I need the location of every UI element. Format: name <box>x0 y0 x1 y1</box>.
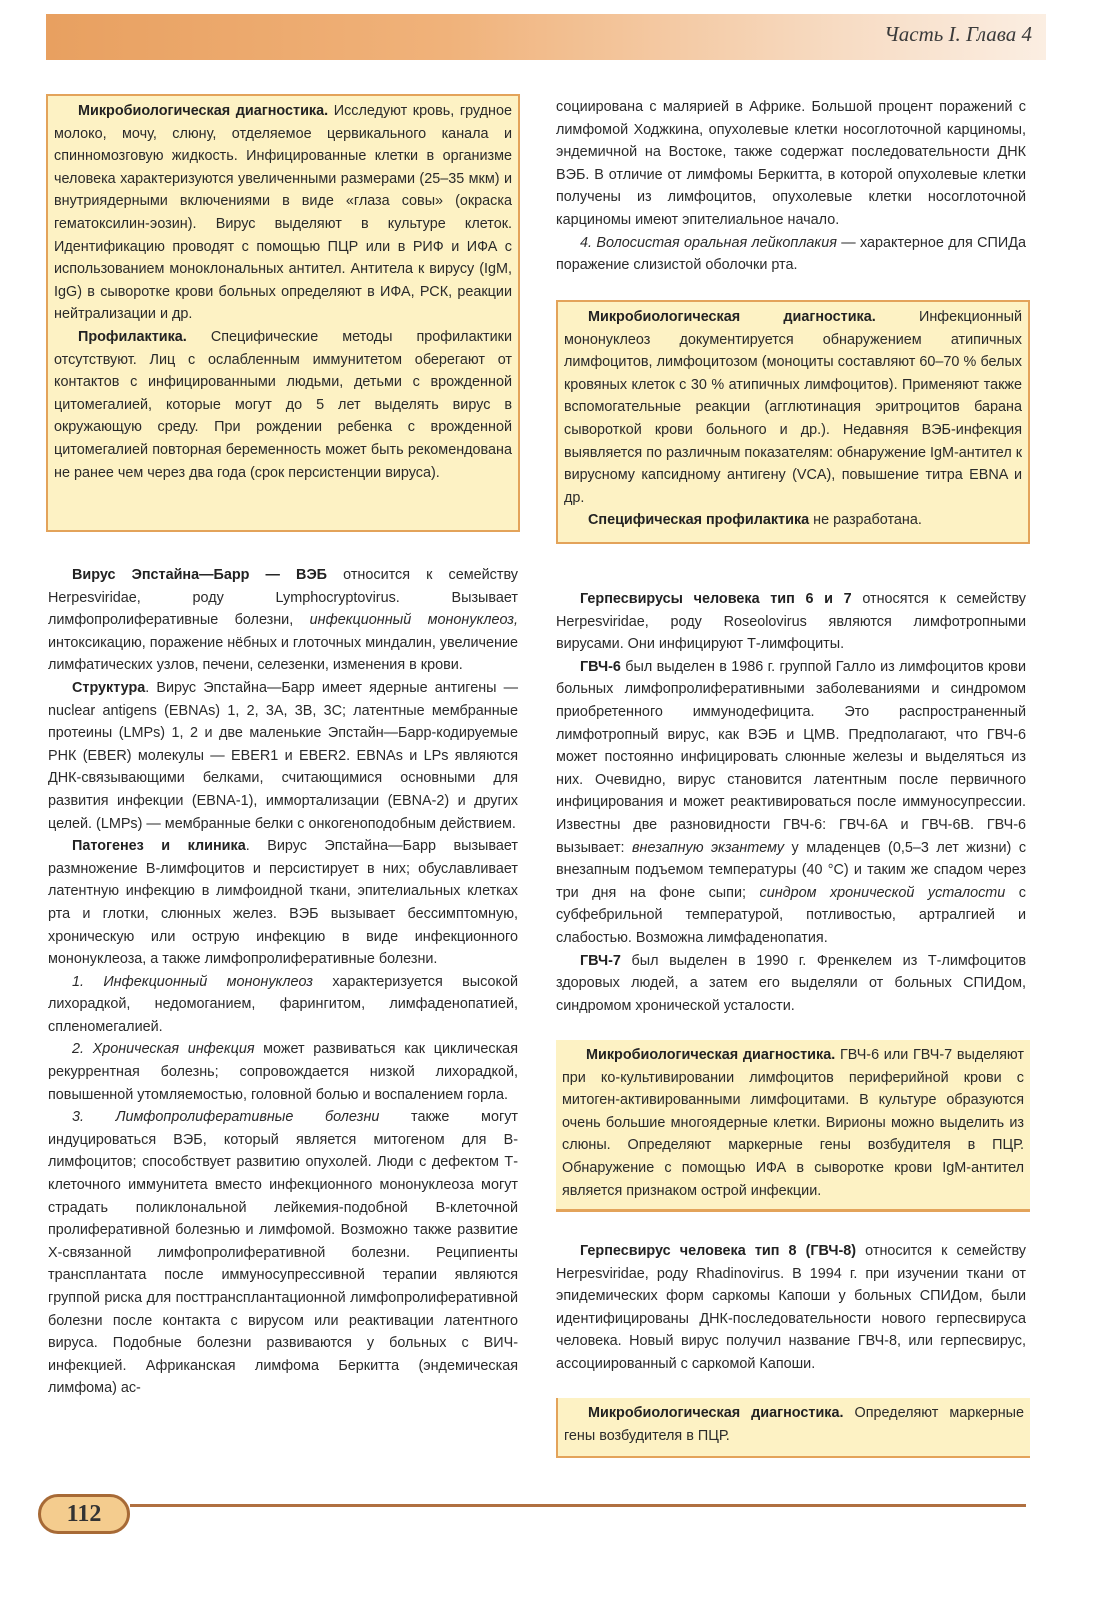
paragraph: 2. Хроническая инфекция может развиваться как циклическая рекуррентная болезнь; сопровождается низкой лихорадкой, повышенной утомляемостью, головной болью и воспалением горла. <box>48 1041 518 1103</box>
paragraph: Вирус Эпстайна—Барр — ВЭБ относится к семейству Herpesviridae, роду Lymphocryptovirus. Вызывает лимфопролиферативные болезни, инфекционный мононуклеоз, интоксикацию, поражение нёбных и глоточных миндалин, увеличение лимфатических узлов, печени, селезенки, изменения в крови. <box>48 567 518 674</box>
paragraph: Профилактика. Специфические методы профилактики отсутствуют. Лиц с ослабленным иммунитетом оберегают от контактов с инфицированными людьми, детьми с врожденной цитомегалией, которые могут до 5 лет выделять вирус в окружающую среду. При рождении ребенка с врожденной цитомегалией повторная беременность может быть рекомендована не ранее чем через два года (срок персистенции вируса). <box>54 328 512 481</box>
paragraph: социирована с малярией в Африке. Большой процент поражений с лимфомой Ходжкина, опухолевые клетки носоглоточной карциномы, эндемичной на Востоке, также содержат последовательности ДНК ВЭБ. В отличие от лимфомы Беркитта, в которой опухолевые клетки получены из лимфоцитов, опухолевые клетки носоглоточной карциномы имеют эпителиальное начало. <box>556 99 1026 228</box>
right-diagnostics-box-hhv8 <box>556 1398 1030 1458</box>
paragraph: Герпесвирус человека тип 8 (ГВЧ-8) относится к семейству Herpesviridae, роду Rhadinovirus. В 1994 г. при изучении ткани от эпидемических форм саркомы Капоши у больных СПИДом, были идентифицированы ДНК-последовательности нового герпесвируса человека. Новый вирус получил название ГВЧ-8, или герпесвирус, ассоциированный с саркомой Капоши. <box>556 1243 1026 1372</box>
paragraph: Микробиологическая диагностика. Инфекционный мононуклеоз документируется обнаружением атипичных лимфоцитов, лимфоцитозом (моноциты составляют 60–70 % белых кровяных клеток с 30 % атипичных лимфоцитов). Применяют также вспомогательные реакции (агглютинация эритроцитов барана сывороткой крови больного и др.). Недавняя ВЭБ-инфекция выявляется по различным показателям: обнаружение IgM-антител к вирусному капсидному антигену (VCA), повышение титра EBNA и др. <box>564 309 1023 506</box>
running-header: Часть I. Глава 4 <box>884 22 1032 46</box>
paragraph: Микробиологическая диагностика. Исследуют кровь, грудное молоко, мочу, слюну, отделяемое цервикального канала и спинномозговую жидкость. Инфицированные клетки в организме человека характеризуются увеличенными размерами (25–35 мкм) и внутриядерными включениями в виде «глаза совы» (окраска гематоксилин-эозин). Вирус выделяют в культуре клеток. Идентификацию проводят с помощью ПЦР или в РИФ и ИФА с использованием моноклональных антител. Антитела к вирусу (IgM, IgG) в сыворотке крови больных определяют в ИФА, РСК, реакции нейтрализации и др. <box>54 103 513 323</box>
paragraph: ГВЧ-6 был выделен в 1986 г. группой Галло из лимфоцитов крови больных лимфопролиферативными заболеваниями и синдромом приобретенного иммунодефицита. Это распространенный лимфотропный вирус, как ВЭБ и ЦМВ. Предполагают, что ГВЧ-6 может постоянно инфицировать слюнные железы и выделяться из них. Очевидно, вирус становится латентным после первичного инфицирования и может реактивироваться после иммуносупрессии. Известны две разновидности ГВЧ-6: ГВЧ-6А и ГВЧ-6В. ГВЧ-6 вызывает: внезапную экзантему у младенцев (0,5–3 лет жизни) с внезапным подъемом температуры (40 °C) и таким же спадом через три дня на фоне сыпи; синдром хронической усталости с субфебрильной температурой, потливостью, артралгией и слабостью. Возможна лимфаденопатия. <box>556 658 1027 946</box>
right-hhv8-text <box>556 1240 1026 1376</box>
right-diagnostics-box-ebv <box>556 300 1030 544</box>
paragraph: Микробиологическая диагностика. ГВЧ-6 или ГВЧ-7 выделяют при ко-культивировании лимфоцитов периферийной крови с митоген-активированными лимфоцитами. В культуре образуются очень большие многоядерные клетки. Вирионы можно выделить из слюны. Определяют маркерные гены возбудителя в ПЦР. Обнаружение с помощью ИФА в сыворотке крови IgM-антител является признаком острой инфекции. <box>562 1047 1024 1199</box>
paragraph: ГВЧ-7 был выделен в 1990 г. Френкелем из Т-лимфоцитов здоровых людей, а затем его выделяли от больных СПИДом, синдромом хронической усталости. <box>556 952 1026 1014</box>
paragraph: Герпесвирусы человека тип 6 и 7 относятся к семейству Herpesviridae, роду Roseolovirus являются лимфотропными вирусами. Они инфицируют Т-лимфоциты. <box>556 591 1026 653</box>
page-number: 112 <box>38 1494 130 1534</box>
left-diagnostics-box <box>46 94 520 532</box>
paragraph: 1. Инфекционный мононуклеоз характеризуется высокой лихорадкой, недомоганием, фарингитом, лимфаденопатией, спленомегалией. <box>48 973 518 1035</box>
paragraph: Структура. Вирус Эпстайна—Барр имеет ядерные антигены — nuclear antigens (EBNAs) 1, 2, 3A, 3B, 3C; латентные мембранные протеины (LMPs) 1, 2 и две маленькие Эпстайн—Барр-кодируемые РНК (EBER) молекулы — EBER1 и EBER2. EBNAs и LPs являются ДНК-связывающими белками, считающимися основными для развития инфекции (EBNA-1), иммортализации (EBNA-2) и других целей. (LMPs) — мембранные белки с онкогеноподобным действием. <box>48 679 518 832</box>
paragraph: Микробиологическая диагностика. Определяют маркерные гены возбудителя в ПЦР. <box>564 1405 1025 1444</box>
right-main-text <box>556 588 1026 1017</box>
paragraph: Специфическая профилактика не разработана. <box>588 512 922 529</box>
left-main-text <box>48 564 518 1400</box>
footer-rule <box>130 1504 1026 1507</box>
paragraph: Патогенез и клиника. Вирус Эпстайна—Барр вызывает размножение В-лимфоцитов и персистирует в них; обуславливает латентную инфекцию в лимфоидной ткани, эпителиальных клетках рта и глотки, слюнных желез. ВЭБ вызывает бессимптомную, хроническую или острую инфекцию в виде инфекционного мононуклеоза, а также лимфопролиферативные болезни. <box>48 838 518 968</box>
paragraph: 3. Лимфопролиферативные болезни также могут индуцироваться ВЭБ, который является митогеном для В-лимфоцитов; способствует развитию опухолей. Люди с дефектом Т-клеточного иммунитета вместо инфекционного мононуклеоза могут страдать поликлональной лейкемия-подобной В-клеточной пролиферативной болезнью и лимфомой. Возможно также развитие Х-связанной лимфопролиферативной болезни. Реципиенты трансплантата после иммуносупрессивной терапии являются группой риска для посттрансплантационной лимфопролиферативной болезни после контакта с вирусом или реактивации латентного вируса. Подобные болезни развиваются у больных с ВИЧ-инфекцией. Африканская лимфома Беркитта (эндемическая лимфома) ас- <box>48 1109 518 1397</box>
right-top-text <box>556 96 1026 277</box>
paragraph: 4. Волосистая оральная лейкоплакия — характерное для СПИДа поражение слизистой оболочки рта. <box>556 234 1026 274</box>
right-diagnostics-box-hhv6 <box>556 1040 1030 1212</box>
